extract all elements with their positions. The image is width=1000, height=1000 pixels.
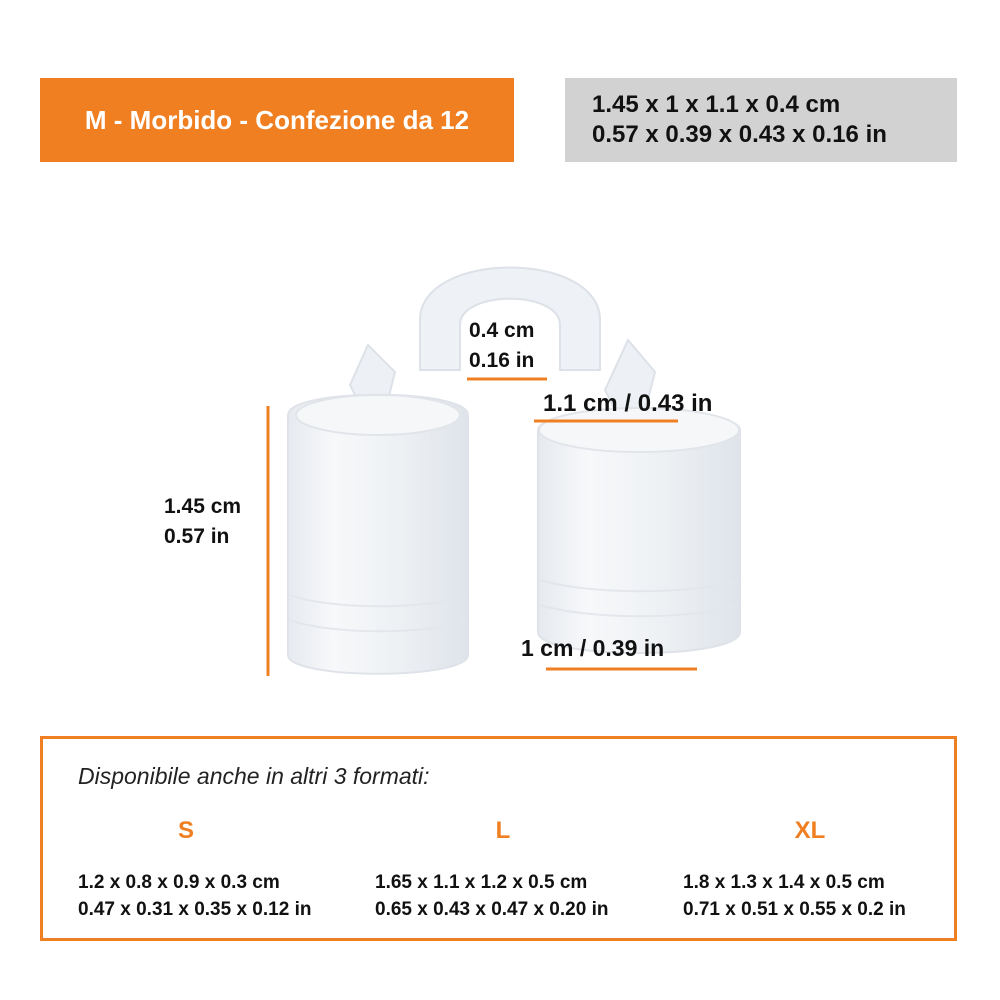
other-sizes-box bbox=[40, 736, 957, 941]
size-dims bbox=[375, 869, 608, 923]
size-dims-cm: 1.8 x 1.3 x 1.4 x 0.5 cm bbox=[683, 872, 885, 893]
right-tube bbox=[538, 340, 740, 653]
left-tube bbox=[288, 345, 468, 674]
size-name: L bbox=[495, 817, 511, 844]
size-dims-in: 0.47 x 0.31 x 0.35 x 0.12 in bbox=[78, 899, 312, 920]
size-dims bbox=[683, 869, 906, 923]
bridge-measure-label bbox=[469, 316, 534, 376]
size-dims-cm: 1.65 x 1.1 x 1.2 x 0.5 cm bbox=[375, 872, 588, 893]
bottom-width-label: 1 cm / 0.39 in bbox=[521, 635, 665, 661]
height-measure-label bbox=[164, 492, 241, 552]
bridge-in: 0.16 in bbox=[469, 349, 535, 372]
main-dims-cm: 1.45 x 1 x 1.1 x 0.4 cm bbox=[592, 91, 841, 118]
height-in: 0.57 in bbox=[164, 525, 230, 548]
top-width-label: 1.1 cm / 0.43 in bbox=[543, 390, 713, 417]
other-sizes-heading: Disponibile anche in altri 3 formati: bbox=[78, 763, 430, 789]
size-dims-in: 0.71 x 0.51 x 0.55 x 0.2 in bbox=[683, 899, 906, 920]
height-cm: 1.45 cm bbox=[164, 495, 242, 518]
main-dims-in: 0.57 x 0.39 x 0.43 x 0.16 in bbox=[592, 121, 887, 148]
bridge-cm: 0.4 cm bbox=[469, 319, 535, 342]
size-dims bbox=[78, 869, 311, 923]
size-dims-in: 0.65 x 0.43 x 0.47 x 0.20 in bbox=[375, 899, 609, 920]
size-name: S bbox=[177, 817, 194, 844]
size-dims-cm: 1.2 x 0.8 x 0.9 x 0.3 cm bbox=[78, 872, 280, 893]
size-title: M - Morbido - Confezione da 12 bbox=[84, 104, 470, 135]
size-name: XL bbox=[794, 817, 826, 844]
